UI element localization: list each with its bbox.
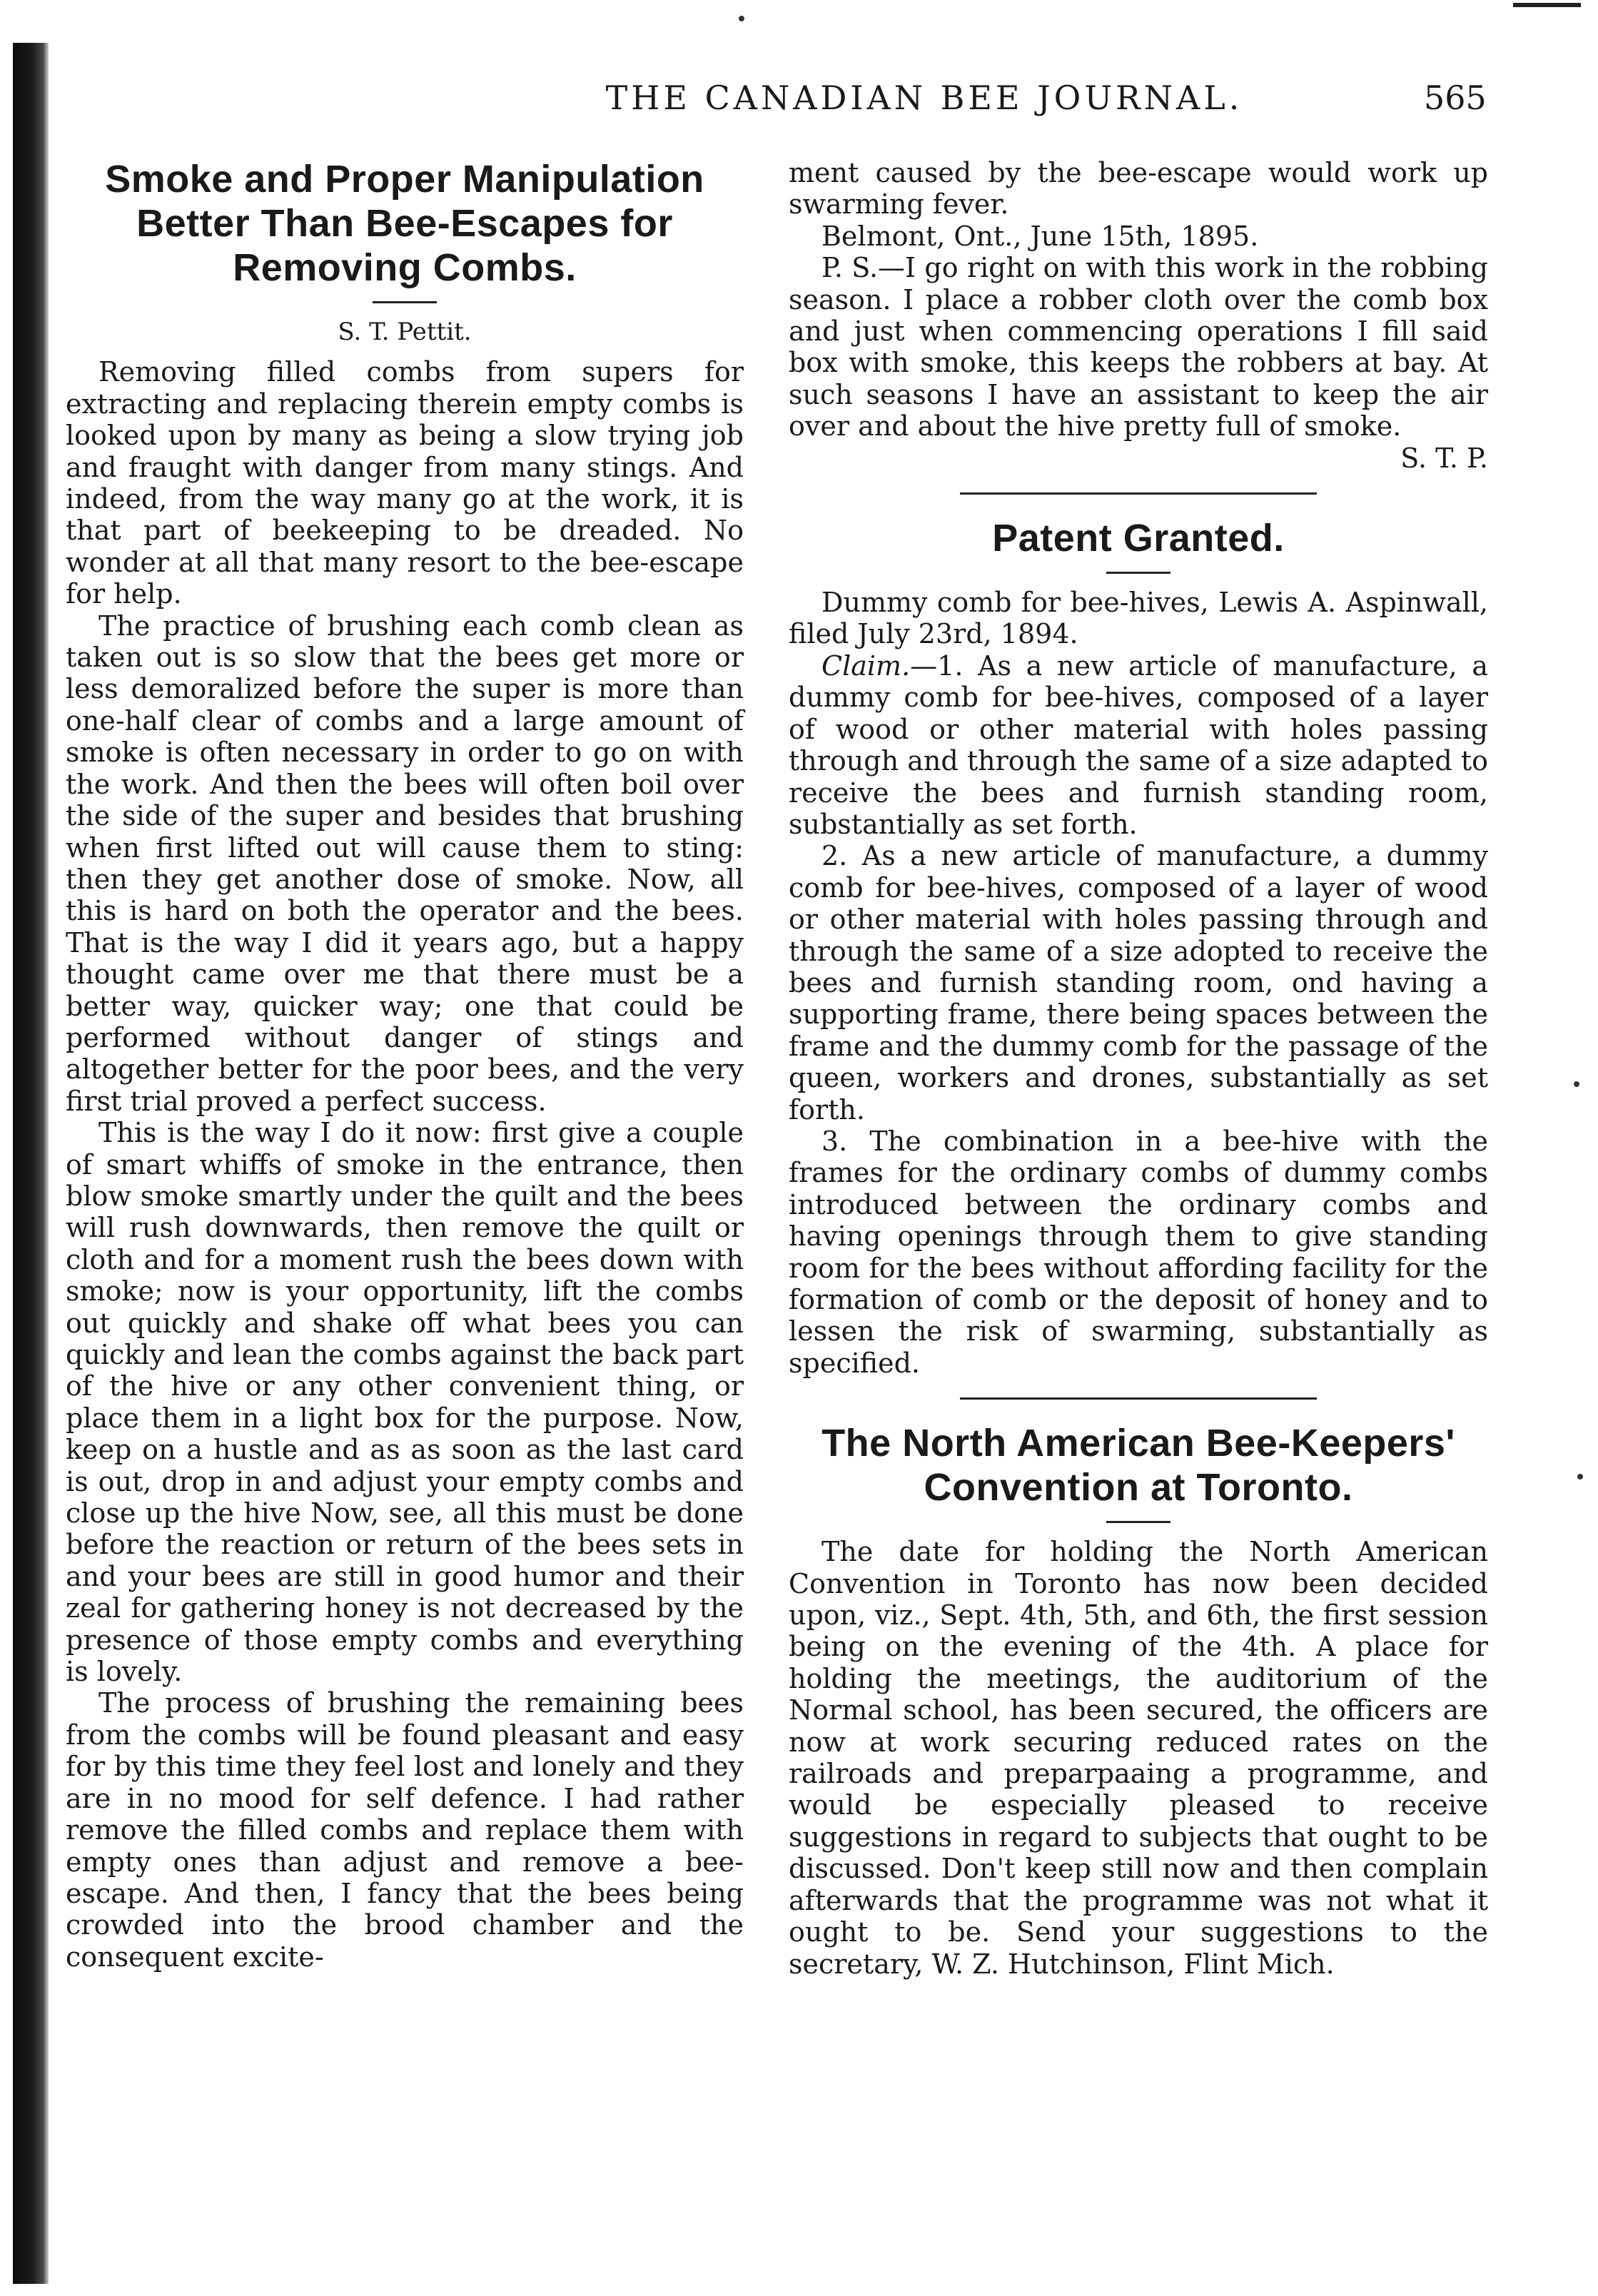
patent-intro: Dummy comb for bee-hives, Lewis A. Aspinwall, filed July 23rd, 1894. — [789, 587, 1488, 650]
title-divider — [373, 301, 437, 303]
postscript-signature-line — [789, 442, 1488, 474]
postscript-text: P. S.—I go right on with this work in the robbing season. I place a robber cloth over the comb box and just when commencing operations I fill said box with smoke, this keeps the robbers at bay. At such seasons I have an assistant to keep the air over and about the hive pretty full of smoke. — [789, 252, 1488, 442]
claim-label: Claim. — [821, 649, 911, 682]
claim-text: —1. As a new article of manufacture, a dummy comb for bee-hives, composed of a layer of wood or other material with holes passing through and through the same of a size adapted to receive the bees and furnish standing room, substantially as set forth. — [789, 649, 1488, 840]
title-divider — [1106, 572, 1170, 574]
postscript-signature: S. T. P. — [1400, 442, 1488, 474]
convention-body: The date for holding the North American Convention in Toronto has now been decided upon, viz., Sept. 4th, 5th, and 6th, the first session being on the evening of the 4th. A place for holding the meetings, the auditorium of the Normal school, has been secured, the officers are now at work securing reduced rates on the railroads and preparpaaing a programme, and would be especially pleased to receive suggestions in regard to subjects that ought to be discussed. Don't keep still now and then complain afterwards that the programme was not what it ought to be. Send your suggestions to the secretary, W. Z. Hutchinson, Flint Mich. — [789, 1536, 1488, 1980]
print-speck — [1574, 1081, 1579, 1087]
left-column — [66, 157, 744, 1973]
convention-title: The North American Bee-Keepers' Convention at Toronto. — [821, 1422, 1455, 1509]
print-speck — [739, 16, 744, 21]
article-continuation: ment caused by the bee-escape would work up swarming fever. — [789, 157, 1488, 221]
print-speck — [1577, 1474, 1583, 1480]
patent-title: Patent Granted. — [992, 517, 1285, 560]
page-binding-edge — [13, 43, 49, 2284]
article-paragraph: The process of brushing the remaining bees from the combs will be found pleasant and easy for by this time they feel lost and lonely and they are in no mood for self defence. I had rather remove the filled combs and replace them with empty ones than adjust and remove a bee-escape. And then, I fancy that the bees being crowded into the brood chamber and the consequent excite- — [66, 1687, 744, 1973]
running-head: THE CANADIAN BEE JOURNAL. — [605, 79, 1243, 117]
top-corner-rule — [1513, 3, 1581, 7]
title-divider — [1106, 1521, 1170, 1523]
patent-claim-1 — [789, 650, 1488, 840]
patent-claim-2: 2. As a new article of manufacture, a dummy comb for bee-hives, composed of a layer of wood or other material with holes passing through and through the same of a size adopted to receive the bees and furnish standing room, ond having a supporting frame, there being spaces between the frame and the dummy comb for the passage of the queen, workers and drones, substantially as set forth. — [789, 840, 1488, 1126]
patent-claim-3: 3. The combination in a bee-hive with the frames for the ordinary combs of dummy combs introduced between the ordinary combs and having openings through them to give standing room for the bees without affording facility for the formation of comb or the deposit of honey and to lessen the risk of swarming, substantially as specified. — [789, 1125, 1488, 1379]
article-author: S. T. Pettit. — [338, 318, 472, 346]
section-divider — [960, 492, 1317, 495]
right-column — [789, 157, 1488, 1980]
page-number: 565 — [1424, 79, 1487, 117]
article-title: Smoke and Proper Manipulation Better Than Bee-Escapes for Removing Combs. — [105, 158, 704, 289]
article-dateline: Belmont, Ont., June 15th, 1895. — [821, 220, 1259, 252]
article-paragraph: The practice of brushing each comb clean as taken out is so slow that the bees get more or less demoralized before the super is more than one-half clear of combs and a large amount of smoke is often necessary in order to go on with the work. And then the bees will often boil over the side of the super and besides that brushing when first lifted out will cause them to sting: then they get another dose of smoke. Now, all this is hard on both the operator and the bees. That is the way I did it years ago, but a happy thought came over me that there must be a better way, quicker way; one that could be performed without danger of stings and altogether better for the poor bees, and the very first trial proved a perfect success. — [66, 610, 744, 1117]
section-divider — [960, 1397, 1317, 1400]
article-paragraph: This is the way I do it now: first give a couple of smart whiffs of smoke in the entrance, then blow smoke smartly under the quilt and the bees will rush downwards, then remove the quilt or cloth and for a moment rush the bees down with smoke; now is your opportunity, lift the combs out quickly and shake off what bees you can quickly and lean the combs against the back part of the hive or any other convenient thing, or place them in a light box for the purpose. Now, keep on a hustle and as as soon as the last card is out, drop in and adjust your empty combs and close up the hive Now, see, all this must be done before the reaction or return of the bees sets in and your bees are still in good humor and their zeal for gathering honey is not decreased by the presence of those empty combs and everything is lovely. — [66, 1117, 744, 1688]
article-paragraph: Removing filled combs from supers for extracting and replacing therein empty combs is looked upon by many as being a slow trying job and fraught with danger from many stings. And indeed, from the way many go at the work, it is that part of beekeeping to be dreaded. No wonder at all that many resort to the bee-escape for help. — [66, 356, 744, 610]
